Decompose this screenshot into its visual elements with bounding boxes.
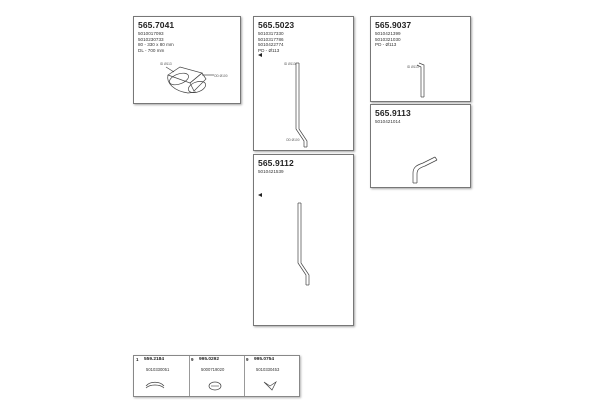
svg-text:ID Ø113: ID Ø113 bbox=[284, 62, 296, 66]
accessory-part-number: 995.0754 bbox=[254, 357, 275, 362]
part-refs: 5010421399 5010321030 PD - Ø113 bbox=[375, 31, 401, 48]
accessory-cell[interactable]: 9 995.0754 5010330453 bbox=[244, 356, 299, 396]
pipe-drawing bbox=[371, 105, 470, 187]
accessory-cell[interactable]: 9 995.0292 5000719020 bbox=[189, 356, 245, 396]
part-refs: 5010421014 bbox=[375, 119, 401, 124]
accessory-ref: 5010330051 bbox=[146, 367, 170, 372]
muffler-drawing bbox=[134, 17, 240, 103]
part-number: 565.7041 bbox=[138, 20, 175, 30]
part-refs: 5010421539 bbox=[258, 169, 284, 174]
marker-icon bbox=[258, 193, 262, 197]
svg-text:ID Ø113: ID Ø113 bbox=[407, 65, 419, 69]
part-card-565-5023[interactable] bbox=[253, 16, 354, 151]
marker-icon bbox=[258, 53, 262, 57]
svg-text:OD Ø100: OD Ø100 bbox=[214, 74, 228, 78]
clamp-drawing bbox=[244, 356, 299, 396]
pipe-drawing bbox=[254, 17, 353, 150]
accessory-cell[interactable]: 1 559.2184 5010330051 bbox=[134, 356, 190, 396]
accessory-ref: 5010330453 bbox=[256, 367, 280, 372]
part-refs: 5010317330 5010317786 5010422774 PD - Ø113 bbox=[258, 31, 284, 53]
part-number: 565.9112 bbox=[258, 158, 294, 168]
svg-text:ID Ø113: ID Ø113 bbox=[160, 62, 172, 66]
clamp-drawing bbox=[189, 356, 244, 396]
clamp-drawing bbox=[134, 356, 189, 396]
part-card-565-9112[interactable] bbox=[253, 154, 354, 326]
pipe-drawing bbox=[254, 155, 353, 325]
part-card-565-9037[interactable] bbox=[370, 16, 471, 102]
accessory-strip bbox=[133, 355, 300, 397]
accessory-ref: 5000719020 bbox=[201, 367, 225, 372]
part-card-565-9113[interactable] bbox=[370, 104, 471, 188]
svg-text:OD Ø100: OD Ø100 bbox=[286, 138, 300, 142]
part-number: 565.9037 bbox=[375, 20, 412, 30]
accessory-part-number: 559.2184 bbox=[144, 357, 165, 362]
part-number: 565.5023 bbox=[258, 20, 295, 30]
pipe-drawing bbox=[371, 17, 470, 101]
accessory-part-number: 995.0292 bbox=[199, 357, 220, 362]
part-number: 565.9113 bbox=[375, 108, 411, 118]
part-card-565-7041[interactable] bbox=[133, 16, 241, 104]
part-refs: 5010017093 5010230733 80 - 330 x 80 mm DL - 700 mm bbox=[138, 31, 174, 53]
